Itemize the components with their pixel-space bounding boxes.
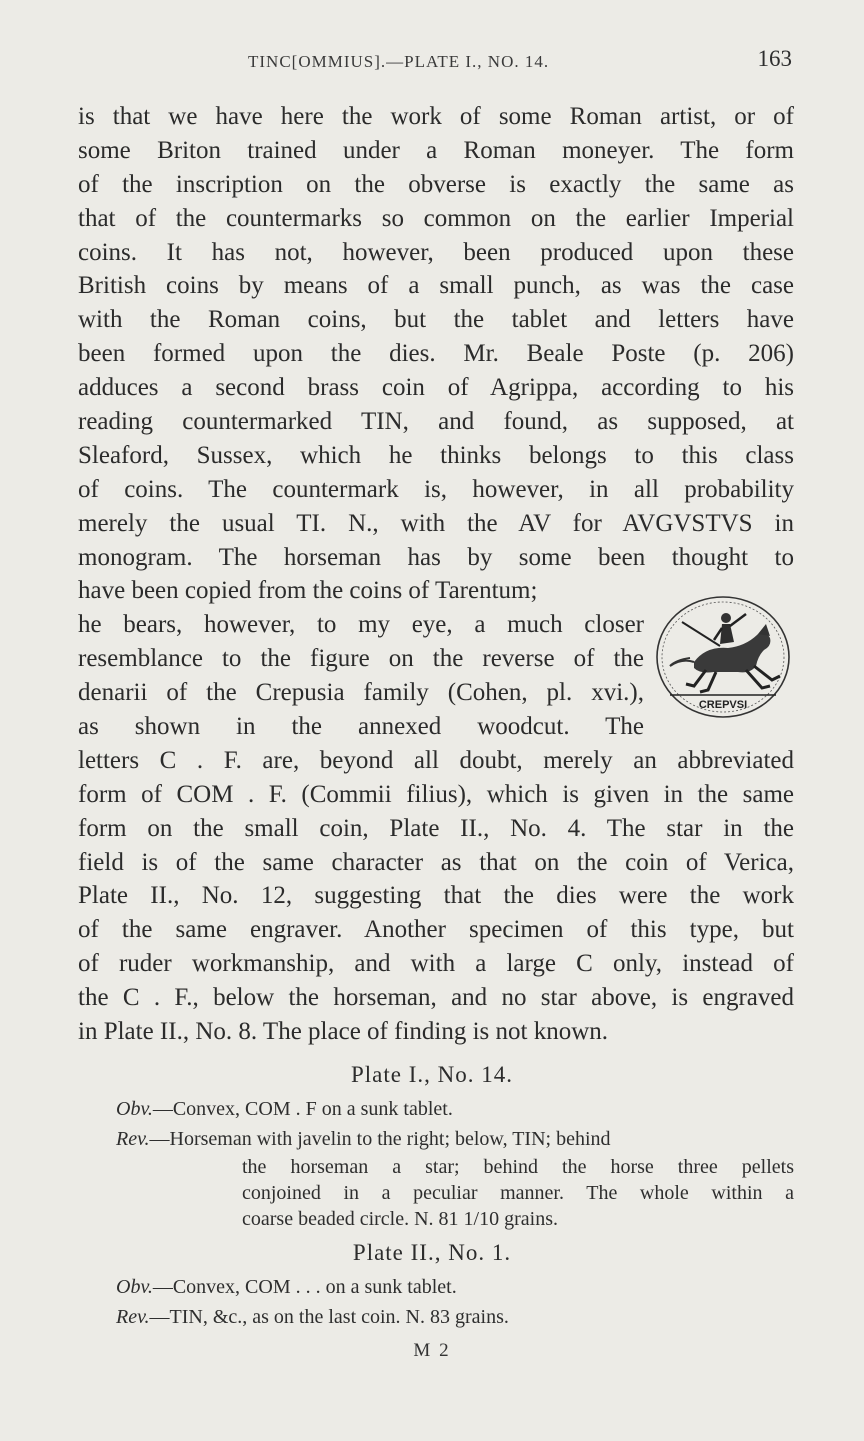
text-line: in Plate II., No. 8. The place of finding is not known. bbox=[78, 1018, 609, 1046]
plate-1-obverse bbox=[116, 1098, 453, 1121]
coin-legend: CREPVSI bbox=[698, 699, 748, 711]
text-line: field is of the same character as that on the coin of Verica, bbox=[78, 848, 794, 876]
reverse-text: —Horseman with javelin to the right; below, TIN; behind bbox=[149, 1128, 611, 1150]
plate-1-reverse-continued bbox=[242, 1154, 794, 1232]
text-line: Sleaford, Sussex, which he thinks belongs to this class bbox=[78, 441, 794, 469]
text-line: of ruder workmanship, and with a large C only, instead of bbox=[78, 950, 794, 978]
text-line: of coins. The countermark is, however, in all probability bbox=[78, 475, 794, 503]
text-line: he bears, however, to my eye, a much closer bbox=[78, 611, 644, 639]
text-line: some Briton trained under a Roman moneyer. The form bbox=[78, 136, 794, 164]
text-line: merely the usual TI. N., with the AV for AVGVSTVS in bbox=[78, 509, 794, 537]
reverse-label: Rev. bbox=[116, 1128, 150, 1150]
text-line: as shown in the annexed woodcut. The bbox=[78, 713, 644, 741]
reverse-text: —TIN, &c., as on the last coin. N. 83 grains. bbox=[149, 1306, 509, 1328]
text-line: monogram. The horseman has by some been thought to bbox=[78, 543, 794, 571]
horseman-coin-icon bbox=[654, 594, 792, 720]
text-line: that of the countermarks so common on the earlier Imperial bbox=[78, 204, 794, 232]
text-line: with the Roman coins, but the tablet and letters have bbox=[78, 306, 794, 334]
reverse-line: coarse beaded circle. N. 81 1/10 grains. bbox=[242, 1208, 558, 1230]
body-text bbox=[78, 100, 794, 1049]
text-line: British coins by means of a small punch, as was the case bbox=[78, 272, 794, 300]
obverse-text: —Convex, COM . . . on a sunk tablet. bbox=[152, 1276, 457, 1298]
page-number: 163 bbox=[757, 46, 792, 71]
text-line: resemblance to the figure on the reverse of the bbox=[78, 645, 644, 673]
plate-2-reverse bbox=[116, 1306, 509, 1329]
page-header bbox=[78, 46, 794, 76]
reverse-line: the horseman a star; behind the horse three pellets bbox=[242, 1156, 794, 1178]
text-line: the C . F., below the horseman, and no star above, is engraved bbox=[78, 984, 794, 1012]
obverse-label: Obv. bbox=[116, 1098, 153, 1120]
obverse-text: —Convex, COM . F on a sunk tablet. bbox=[152, 1098, 453, 1120]
text-line: reading countermarked TIN, and found, as supposed, at bbox=[78, 408, 794, 436]
plate-2-title: Plate II., No. 1. bbox=[352, 1240, 512, 1265]
text-line: is that we have here the work of some Roman artist, or of bbox=[78, 103, 794, 130]
text-line: adduces a second brass coin of Agrippa, according to his bbox=[78, 374, 794, 402]
text-line: have been copied from the coins of Tarentum; bbox=[78, 577, 538, 605]
plate-2-obverse bbox=[116, 1276, 457, 1299]
running-head: TINC[OMMIUS].—PLATE I., NO. 14. bbox=[248, 52, 550, 71]
obverse-label: Obv. bbox=[116, 1276, 153, 1298]
text-line: letters C . F. are, beyond all doubt, merely an abbreviated bbox=[78, 746, 794, 774]
reverse-label: Rev. bbox=[116, 1306, 150, 1328]
text-line: of the same engraver. Another specimen of this type, but bbox=[78, 916, 794, 944]
text-line: been formed upon the dies. Mr. Beale Poste (p. 206) bbox=[78, 340, 794, 368]
text-line: form on the small coin, Plate II., No. 4. The star in the bbox=[78, 814, 794, 842]
text-line: form of COM . F. (Commii filius), which is given in the same bbox=[78, 780, 794, 808]
text-line: coins. It has not, however, been produced upon these bbox=[78, 238, 794, 266]
plate-1-reverse bbox=[116, 1128, 611, 1151]
text-line: denarii of the Crepusia family (Cohen, pl. xvi.), bbox=[78, 679, 644, 707]
reverse-line: conjoined in a peculiar manner. The whole within a bbox=[242, 1182, 794, 1204]
text-line: of the inscription on the obverse is exactly the same as bbox=[78, 170, 794, 198]
signature-mark: M 2 bbox=[413, 1340, 451, 1361]
plate-1-title: Plate I., No. 14. bbox=[350, 1062, 513, 1087]
text-line: Plate II., No. 12, suggesting that the dies were the work bbox=[78, 882, 794, 910]
